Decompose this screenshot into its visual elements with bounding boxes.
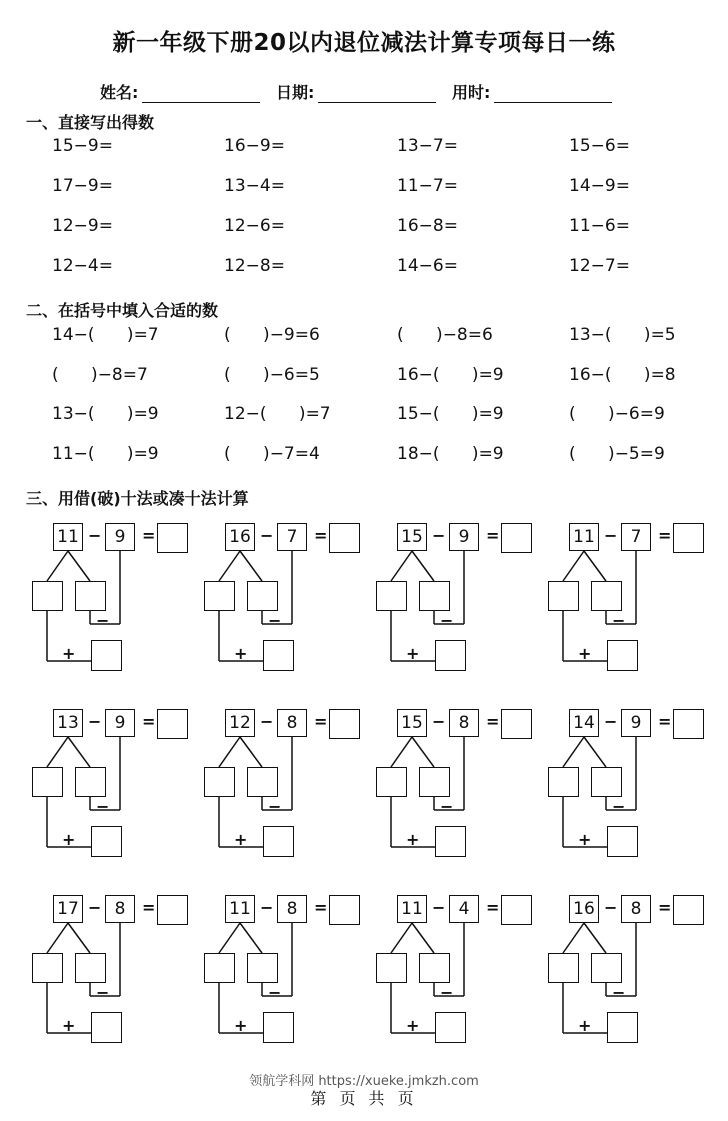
split-box-right[interactable]	[419, 767, 450, 797]
page-title: 新一年级下册20以内退位减法计算专项每日一练	[112, 30, 616, 56]
minus-sign-small: −	[612, 797, 626, 816]
plus-sign: +	[406, 1016, 420, 1035]
fill-blank-problem[interactable]: 13−( )=5	[569, 325, 676, 345]
equals-sign: =	[314, 526, 328, 545]
date-label: 日期:	[275, 83, 315, 102]
split-box-right[interactable]	[419, 953, 450, 983]
connector-line	[47, 737, 68, 767]
section3-heading: 三、用借(破)十法或凑十法计算	[26, 489, 249, 508]
connector-line	[584, 737, 606, 767]
plus-sign: +	[578, 1016, 592, 1035]
plus-sign: +	[62, 644, 76, 663]
subtrahend-box: 7	[621, 523, 651, 551]
time-label: 用时:	[451, 83, 491, 102]
plus-sign: +	[234, 644, 248, 663]
equals-sign: =	[314, 898, 328, 917]
decomposition-diagram	[204, 709, 374, 869]
connector-line	[219, 923, 240, 953]
watermark: 领航学科网 https://xueke.jmkzh.com	[249, 1074, 479, 1089]
minuend-box: 15	[397, 523, 427, 551]
fill-blank-problem[interactable]: ( )−5=9	[569, 444, 665, 464]
fill-blank-problem[interactable]: ( )−8=6	[397, 325, 493, 345]
minus-sign-small: −	[612, 983, 626, 1002]
connector-line	[68, 923, 90, 953]
result-box[interactable]	[263, 640, 294, 671]
split-box-right[interactable]	[247, 581, 278, 611]
connector-line	[563, 737, 584, 767]
split-box-right[interactable]	[75, 953, 106, 983]
connector-line	[240, 551, 262, 581]
minus-sign: −	[88, 526, 102, 545]
minuend-box: 15	[397, 709, 427, 737]
decomposition-diagram	[548, 895, 718, 1055]
answer-box[interactable]	[673, 523, 704, 553]
minus-sign-small: −	[268, 797, 282, 816]
section2-heading: 二、在括号中填入合适的数	[26, 301, 219, 320]
result-box[interactable]	[91, 826, 122, 857]
decomposition-diagram	[32, 709, 202, 869]
plus-sign: +	[62, 830, 76, 849]
plus-sign: +	[406, 830, 420, 849]
minus-sign-small: −	[440, 611, 454, 630]
minuend-box: 16	[225, 523, 255, 551]
minus-sign-small: −	[440, 983, 454, 1002]
split-box-left[interactable]	[376, 953, 407, 983]
connector-line	[219, 737, 240, 767]
section1-heading: 一、直接写出得数	[26, 113, 155, 132]
decomposition-diagram	[376, 709, 546, 869]
subtrahend-box: 9	[621, 709, 651, 737]
arithmetic-problem: 15−6=	[569, 136, 630, 156]
split-box-left[interactable]	[548, 953, 579, 983]
minuend-box: 12	[225, 709, 255, 737]
connector-line	[391, 551, 412, 581]
minus-sign-small: −	[612, 611, 626, 630]
plus-sign: +	[62, 1016, 76, 1035]
minuend-box: 11	[569, 523, 599, 551]
fill-blank-problem[interactable]: ( )−6=5	[224, 365, 320, 385]
split-box-left[interactable]	[376, 581, 407, 611]
equals-sign: =	[314, 712, 328, 731]
name-label: 姓名:	[100, 83, 139, 102]
split-box-right[interactable]	[419, 581, 450, 611]
arithmetic-problem: 15−9=	[52, 136, 113, 156]
minus-sign: −	[432, 712, 446, 731]
minus-sign: −	[260, 712, 274, 731]
arithmetic-problem: 12−8=	[224, 256, 285, 276]
split-box-right[interactable]	[75, 581, 106, 611]
decomposition-diagram	[32, 523, 202, 683]
answer-box[interactable]	[157, 895, 188, 925]
connector-line	[391, 923, 412, 953]
answer-box[interactable]	[329, 709, 360, 739]
equals-sign: =	[486, 712, 500, 731]
minus-sign: −	[88, 898, 102, 917]
minus-sign: −	[432, 526, 446, 545]
result-box[interactable]	[91, 640, 122, 671]
answer-box[interactable]	[673, 709, 704, 739]
subtrahend-box: 8	[277, 895, 307, 923]
subtrahend-box: 8	[621, 895, 651, 923]
date-blank[interactable]	[318, 101, 436, 103]
result-box[interactable]	[607, 1012, 638, 1043]
equals-sign: =	[658, 712, 672, 731]
minus-sign-small: −	[96, 611, 110, 630]
page-count: 第 页 共 页	[310, 1089, 418, 1108]
name-blank[interactable]	[142, 101, 260, 103]
result-box[interactable]	[435, 826, 466, 857]
subtrahend-box: 8	[105, 895, 135, 923]
connector-line	[240, 737, 262, 767]
decomposition-diagram	[32, 895, 202, 1055]
split-box-right[interactable]	[247, 953, 278, 983]
fill-blank-problem[interactable]: 16−( )=9	[397, 365, 504, 385]
decomposition-diagram	[376, 523, 546, 683]
connector-line	[47, 923, 68, 953]
connector-line	[47, 551, 68, 581]
decomposition-diagram	[376, 895, 546, 1055]
arithmetic-problem: 12−6=	[224, 216, 285, 236]
answer-box[interactable]	[673, 895, 704, 925]
result-box[interactable]	[263, 1012, 294, 1043]
subtrahend-box: 7	[277, 523, 307, 551]
connector-line	[391, 737, 412, 767]
arithmetic-problem: 12−7=	[569, 256, 630, 276]
result-box[interactable]	[607, 826, 638, 857]
arithmetic-problem: 14−6=	[397, 256, 458, 276]
fill-blank-problem[interactable]: 12−( )=7	[224, 404, 331, 424]
minus-sign-small: −	[268, 983, 282, 1002]
answer-box[interactable]	[157, 709, 188, 739]
plus-sign: +	[234, 1016, 248, 1035]
connector-line	[68, 737, 90, 767]
subtrahend-box: 9	[449, 523, 479, 551]
minuend-box: 11	[53, 523, 83, 551]
connector-line	[412, 923, 434, 953]
minus-sign-small: −	[268, 611, 282, 630]
arithmetic-problem: 17−9=	[52, 176, 113, 196]
subtrahend-box: 9	[105, 709, 135, 737]
minuend-box: 11	[397, 895, 427, 923]
equals-sign: =	[486, 898, 500, 917]
arithmetic-problem: 13−4=	[224, 176, 285, 196]
subtrahend-box: 8	[277, 709, 307, 737]
result-box[interactable]	[91, 1012, 122, 1043]
fill-blank-problem[interactable]: 13−( )=9	[52, 404, 159, 424]
fill-blank-problem[interactable]: 14−( )=7	[52, 325, 159, 345]
split-box-left[interactable]	[376, 767, 407, 797]
decomposition-diagram	[204, 895, 374, 1055]
minus-sign: −	[432, 898, 446, 917]
result-box[interactable]	[263, 826, 294, 857]
plus-sign: +	[578, 644, 592, 663]
split-box-left[interactable]	[548, 581, 579, 611]
minus-sign: −	[604, 712, 618, 731]
split-box-right[interactable]	[591, 767, 622, 797]
plus-sign: +	[234, 830, 248, 849]
time-blank[interactable]	[494, 101, 612, 103]
minus-sign-small: −	[96, 983, 110, 1002]
equals-sign: =	[658, 898, 672, 917]
answer-box[interactable]	[501, 709, 532, 739]
result-box[interactable]	[607, 640, 638, 671]
minuend-box: 14	[569, 709, 599, 737]
plus-sign: +	[406, 644, 420, 663]
connector-line	[219, 551, 240, 581]
arithmetic-problem: 11−7=	[397, 176, 458, 196]
decomposition-diagram	[204, 523, 374, 683]
connector-line	[584, 551, 606, 581]
answer-box[interactable]	[329, 895, 360, 925]
equals-sign: =	[142, 712, 156, 731]
fill-blank-problem[interactable]: 16−( )=8	[569, 365, 676, 385]
answer-box[interactable]	[329, 523, 360, 553]
equals-sign: =	[658, 526, 672, 545]
minus-sign: −	[260, 898, 274, 917]
answer-box[interactable]	[501, 895, 532, 925]
split-box-left[interactable]	[32, 767, 63, 797]
minus-sign: −	[260, 526, 274, 545]
arithmetic-problem: 16−9=	[224, 136, 285, 156]
split-box-right[interactable]	[247, 767, 278, 797]
connector-line	[68, 551, 90, 581]
minus-sign-small: −	[96, 797, 110, 816]
answer-box[interactable]	[501, 523, 532, 553]
subtrahend-box: 9	[105, 523, 135, 551]
split-box-right[interactable]	[75, 767, 106, 797]
split-box-left[interactable]	[32, 953, 63, 983]
minus-sign: −	[88, 712, 102, 731]
arithmetic-problem: 14−9=	[569, 176, 630, 196]
arithmetic-problem: 12−4=	[52, 256, 113, 276]
minus-sign: −	[604, 898, 618, 917]
split-box-right[interactable]	[591, 953, 622, 983]
student-info-row	[100, 80, 622, 103]
arithmetic-problem: 11−6=	[569, 216, 630, 236]
connector-line	[563, 923, 584, 953]
split-box-left[interactable]	[204, 953, 235, 983]
arithmetic-problem: 16−8=	[397, 216, 458, 236]
connector-line	[584, 923, 606, 953]
split-box-left[interactable]	[204, 581, 235, 611]
equals-sign: =	[142, 898, 156, 917]
minuend-box: 17	[53, 895, 83, 923]
subtrahend-box: 8	[449, 709, 479, 737]
arithmetic-problem: 13−7=	[397, 136, 458, 156]
plus-sign: +	[578, 830, 592, 849]
equals-sign: =	[142, 526, 156, 545]
subtrahend-box: 4	[449, 895, 479, 923]
split-box-left[interactable]	[204, 767, 235, 797]
connector-line	[412, 737, 434, 767]
fill-blank-problem[interactable]: 18−( )=9	[397, 444, 504, 464]
connector-line	[412, 551, 434, 581]
equals-sign: =	[486, 526, 500, 545]
fill-blank-problem[interactable]: 15−( )=9	[397, 404, 504, 424]
decomposition-diagram	[548, 523, 718, 683]
fill-blank-problem[interactable]: ( )−9=6	[224, 325, 320, 345]
split-box-left[interactable]	[32, 581, 63, 611]
fill-blank-problem[interactable]: ( )−7=4	[224, 444, 320, 464]
split-box-right[interactable]	[591, 581, 622, 611]
answer-box[interactable]	[157, 523, 188, 553]
minuend-box: 16	[569, 895, 599, 923]
connector-line	[240, 923, 262, 953]
result-box[interactable]	[435, 640, 466, 671]
connector-line	[563, 551, 584, 581]
result-box[interactable]	[435, 1012, 466, 1043]
split-box-left[interactable]	[548, 767, 579, 797]
fill-blank-problem[interactable]: 11−( )=9	[52, 444, 159, 464]
minus-sign: −	[604, 526, 618, 545]
fill-blank-problem[interactable]: ( )−6=9	[569, 404, 665, 424]
minus-sign-small: −	[440, 797, 454, 816]
fill-blank-problem[interactable]: ( )−8=7	[52, 365, 148, 385]
minuend-box: 13	[53, 709, 83, 737]
minuend-box: 11	[225, 895, 255, 923]
decomposition-diagram	[548, 709, 718, 869]
arithmetic-problem: 12−9=	[52, 216, 113, 236]
